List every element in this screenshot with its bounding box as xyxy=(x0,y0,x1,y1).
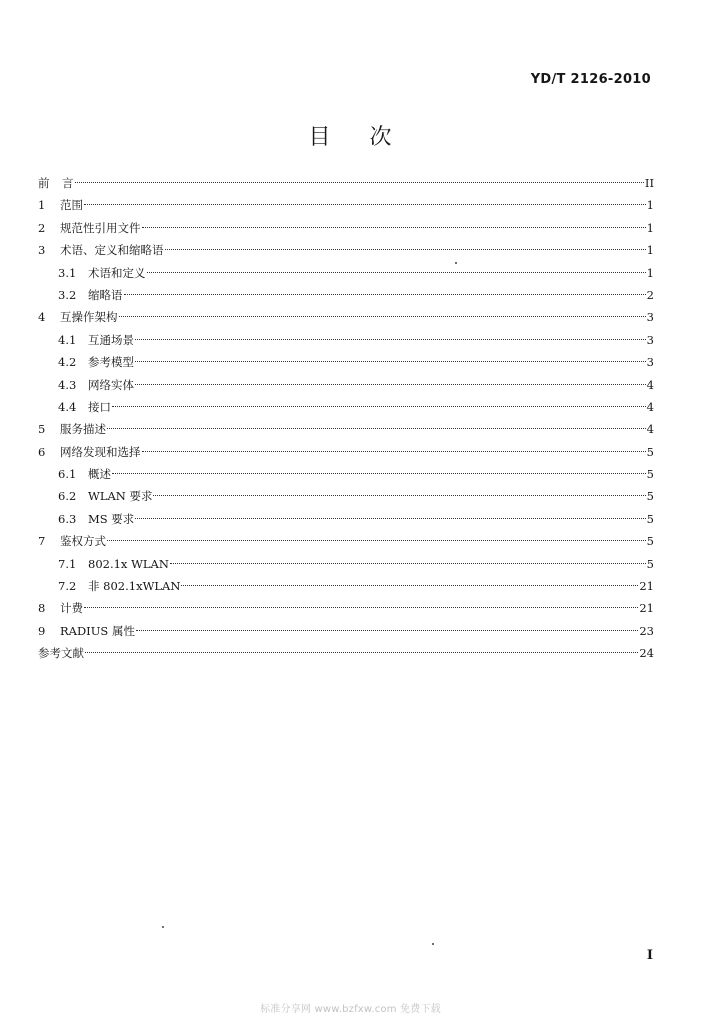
toc-entry-label: 网络发现和选择 xyxy=(60,444,141,459)
toc-entry-number: 8 xyxy=(38,601,46,616)
toc-entry-number: 4.3 xyxy=(58,377,77,392)
toc-entry[interactable] xyxy=(38,329,654,351)
toc-entry-page: 1 xyxy=(646,243,654,258)
toc-entry-number: 3.1 xyxy=(58,265,77,280)
scan-speck xyxy=(432,943,434,945)
toc-entry[interactable] xyxy=(38,620,654,642)
toc-entry-label: 互操作架构 xyxy=(60,310,118,325)
toc-entry-label: 参考模型 xyxy=(88,355,134,370)
toc-entry-page: 1 xyxy=(646,265,654,280)
scan-speck xyxy=(455,262,457,264)
toc-dot-leader xyxy=(84,203,646,205)
toc-entry-number: 7 xyxy=(38,534,46,549)
toc-entry-page: 1 xyxy=(646,198,654,213)
toc-entry-label: MS 要求 xyxy=(88,511,135,526)
toc-dot-leader xyxy=(153,494,645,496)
toc-entry-label: RADIUS 属性 xyxy=(60,623,135,638)
toc-entry[interactable] xyxy=(38,374,654,396)
toc-entry[interactable] xyxy=(38,418,654,440)
toc-entry-page: 5 xyxy=(646,556,654,571)
page-number: I xyxy=(646,948,653,963)
toc-entry-page: 4 xyxy=(646,399,654,414)
toc-dot-leader xyxy=(107,539,646,541)
toc-dot-leader xyxy=(119,315,646,317)
toc-entry[interactable] xyxy=(38,485,654,507)
toc-entry-label: 鉴权方式 xyxy=(60,534,106,549)
toc-dot-leader xyxy=(135,338,646,340)
toc-entry[interactable] xyxy=(38,284,654,306)
toc-entry-label: 非 802.1xWLAN xyxy=(88,579,181,594)
toc-dot-leader xyxy=(112,472,646,474)
toc-entry[interactable] xyxy=(38,172,654,194)
toc-entry-page: 1 xyxy=(646,220,654,235)
toc-entry-label: 参考文献 xyxy=(38,646,84,661)
toc-entry-page: 4 xyxy=(646,377,654,392)
toc-entry[interactable] xyxy=(38,194,654,216)
watermark-text: 标准分享网 www.bzfxw.com 免费下载 xyxy=(260,1004,441,1015)
toc-dot-leader xyxy=(147,271,646,273)
scan-speck xyxy=(162,926,164,928)
toc-entry-label: 言 xyxy=(62,176,74,190)
toc-dot-leader xyxy=(84,606,638,608)
toc-dot-leader xyxy=(85,651,638,653)
toc-entry-label: 服务描述 xyxy=(60,422,106,437)
toc-entry-page: 2 xyxy=(646,287,654,302)
toc-entry-number: 4.1 xyxy=(58,332,77,347)
toc-entry-page: 3 xyxy=(646,355,654,370)
toc-entry-number: 前 xyxy=(38,176,50,190)
toc-entry-label: 范围 xyxy=(60,198,83,213)
toc-dot-leader xyxy=(136,629,638,631)
toc-entry-number: 1 xyxy=(38,198,46,213)
toc-entry-number: 7.2 xyxy=(58,579,77,594)
toc-entry-number: 6.1 xyxy=(58,467,77,482)
toc-entry[interactable] xyxy=(38,306,654,328)
toc-entry[interactable] xyxy=(38,597,654,619)
toc-dot-leader xyxy=(124,293,646,295)
toc-entry-label: 缩略语 xyxy=(88,287,123,302)
toc-entry-number: 6 xyxy=(38,444,46,459)
toc-dot-leader xyxy=(112,405,646,407)
toc-dot-leader xyxy=(75,181,644,183)
toc-entry-number: 4.4 xyxy=(58,399,77,414)
toc-entry-number: 5 xyxy=(38,422,46,437)
toc-entry-page: 4 xyxy=(646,422,654,437)
toc-entry-page: 21 xyxy=(639,601,654,616)
toc-entry-page: 5 xyxy=(646,467,654,482)
toc-entry-page: 5 xyxy=(646,444,654,459)
toc-dot-leader xyxy=(142,450,646,452)
toc-entry[interactable] xyxy=(38,530,654,552)
toc-dot-leader xyxy=(142,226,646,228)
document-code: YD/T 2126-2010 xyxy=(530,72,651,87)
toc-entry[interactable] xyxy=(38,463,654,485)
toc-entry-page: 5 xyxy=(646,489,654,504)
toc-entry-number: 9 xyxy=(38,623,46,638)
toc-entry-label: WLAN 要求 xyxy=(88,489,153,504)
toc-entry[interactable] xyxy=(38,553,654,575)
toc-dot-leader xyxy=(135,383,646,385)
toc-entry-label: 互通场景 xyxy=(88,332,134,347)
toc-entry-page: 23 xyxy=(639,623,654,638)
toc-entry[interactable] xyxy=(38,508,654,530)
toc-entry-number: 3 xyxy=(38,243,46,258)
toc-entry-number: 6.2 xyxy=(58,489,77,504)
toc-entry-label: 术语和定义 xyxy=(88,265,146,280)
toc-entry[interactable] xyxy=(38,642,654,664)
toc-dot-leader xyxy=(181,584,638,586)
toc-entry-page: 3 xyxy=(646,310,654,325)
toc-entry-number: 7.1 xyxy=(58,556,77,571)
toc-dot-leader xyxy=(165,248,646,250)
toc-entry-page: II xyxy=(644,176,654,190)
toc-entry[interactable] xyxy=(38,351,654,373)
toc-entry-page: 21 xyxy=(639,579,654,594)
toc-dot-leader xyxy=(135,517,645,519)
toc-entry-number: 4.2 xyxy=(58,355,77,370)
toc-title: 目 次 xyxy=(308,125,393,150)
toc-entry-label: 接口 xyxy=(88,399,111,414)
toc-entry[interactable] xyxy=(38,441,654,463)
toc-entry-number: 3.2 xyxy=(58,287,77,302)
toc-entry[interactable] xyxy=(38,396,654,418)
toc-entry-page: 5 xyxy=(646,511,654,526)
toc-entry-number: 4 xyxy=(38,310,46,325)
toc-entry-label: 网络实体 xyxy=(88,377,134,392)
toc-dot-leader xyxy=(170,562,646,564)
toc-dot-leader xyxy=(135,360,646,362)
toc-entry-label: 术语、定义和缩略语 xyxy=(60,243,164,258)
toc-entry-label: 802.1x WLAN xyxy=(88,556,169,571)
toc-entry[interactable] xyxy=(38,239,654,261)
table-of-contents xyxy=(38,172,654,665)
toc-entry[interactable] xyxy=(38,217,654,239)
toc-entry-number: 6.3 xyxy=(58,511,77,526)
toc-dot-leader xyxy=(107,427,646,429)
toc-entry-label: 规范性引用文件 xyxy=(60,220,141,235)
toc-entry-number: 2 xyxy=(38,220,46,235)
toc-entry-label: 计费 xyxy=(60,601,83,616)
toc-entry[interactable] xyxy=(38,575,654,597)
toc-entry-page: 3 xyxy=(646,332,654,347)
toc-entry-page: 24 xyxy=(639,646,654,661)
toc-entry-label: 概述 xyxy=(88,467,111,482)
toc-entry[interactable] xyxy=(38,262,654,284)
toc-entry-page: 5 xyxy=(646,534,654,549)
